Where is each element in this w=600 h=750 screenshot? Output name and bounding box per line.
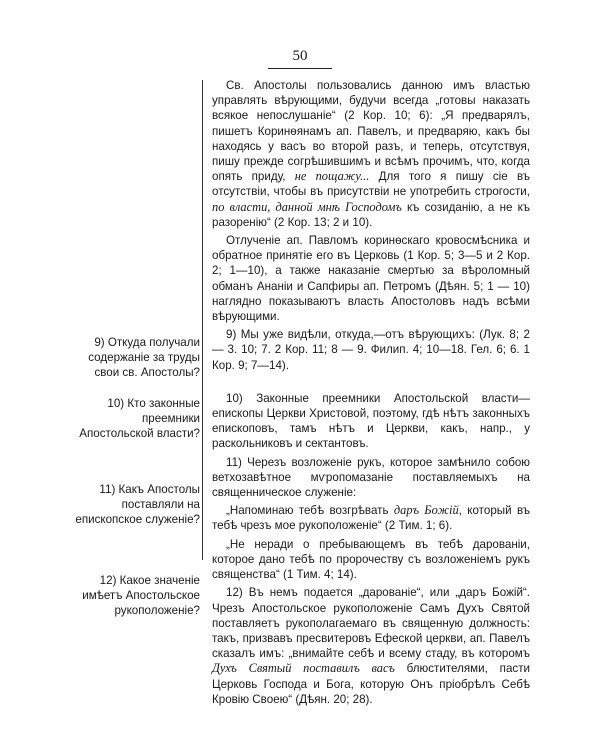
emphasis: не пощажу... (294, 169, 370, 184)
answer-9: 9) Мы уже видѣли, откуда,—отъ вѣрующихъ: (Лук. 8; 2 — 3. 10; 7. 2 Кор. 11; 8 — 9. Филип. 4; 10—18. Гел. 6; 6. 1 Кор. 9; 7—14). (212, 328, 530, 372)
quote-2-tim: „Напоминаю тебѣ возгрѣвать даръ Божій, который въ тебѣ чрезъ мое рукоположеніе“ (2 Тим. 1; 6). (212, 503, 531, 533)
answer-10: 10) Законные преемники Апостольской власти— епископы Церкви Христовой, поэтому, гдѣ нѣтъ законныхъ епископовъ, тамъ нѣтъ и Церкви, какъ, напр., у раскольниковъ и сектантовъ. (212, 391, 530, 451)
quote-1-tim: „Не неради о пребывающемъ въ тебѣ дарованіи, которое дано тебѣ по пророчеству съ возложеніемъ рукъ священства“ (1 Тим. 4; 14). (212, 537, 530, 582)
paragraph-excommunication: Отлученіе ап. Павломъ коринѳскаго кровосмѣсника и обратное принятіе его въ Церковь (1 Кор. 5; 3—5 и 2 Кор. 2; 1—10), а также наказаніе смертью за вѣроломный обманъ Ананіи и Сапфиры ап. Петромъ (Дѣян. 5; 1 — 10) наглядно показываютъ власть Апостоловъ надъ всѣми вѣрующими. (212, 234, 530, 324)
main-text (212, 78, 530, 707)
emphasis: Духъ Святый поставилъ васъ (212, 661, 395, 676)
answer-12: 12) Въ немъ подается „дарованіе“, или „даръ Божій“. Чрезъ Апостольское рукоположеніе Самъ Духъ Святой поставляетъ рукополагаемаго въ священную должность: такъ, призвавъ пресвитеровъ Ефеской церкви, ап. Павелъ сказалъ имъ: „внимайте себѣ и всему стаду, въ которомъ Духъ Святый поставилъ васъ блюстителями, пасти Церковь Господа и Бога, которую Онъ пріобрѣлъ Себѣ Кровію Своею“ (Дѣян. 20; 28). (212, 586, 530, 706)
answer-11: 11) Черезъ возложеніе рукъ, которое замѣнило собою ветхозавѣтное мѵропомазаніе поставляемыхъ на священническое служеніе: (212, 455, 530, 500)
paragraph-apostolic-authority: Св. Апостолы пользовались данною имъ властью управлять вѣрующими, будучи всегда „готовы наказать всякое непослушаніе“ (2 Кор. 10; 6): „Я предварялъ, пишетъ Коринѳянамъ ап. Павелъ, и предваряю, какъ бы находясь у васъ во второй разъ, и теперь, отсутствуя, пишу прежде согрѣшившимъ и всѣмъ прочимъ, что, когда опять приду, не пощажу... Для того я пишу сіе въ отсутствіи, чтобы въ присутствіи не употребить строгости, по власти, данной мнѣ Господомъ къ созиданію, а не къ разоренію“ (2 Кор. 13; 2 и 10). (212, 79, 531, 229)
emphasis: даръ Божій (393, 503, 459, 518)
emphasis: по власти, данной мнѣ Господомъ (212, 199, 402, 214)
question-10: 10) Кто законные преемники Апостольской власти? (79, 397, 200, 440)
question-11: 11) Какъ Апостолы поставляли на епископское служеніе? (75, 483, 200, 526)
page-number-rule (268, 68, 332, 69)
margin-rule (202, 80, 203, 560)
page-number: 50 (292, 48, 308, 64)
question-9: 9) Откуда получали содержаніе за труды свои св. Апостолы? (88, 336, 200, 379)
question-12: 12) Какое значеніе имѣетъ Апостольское рукоположеніе? (82, 574, 200, 617)
